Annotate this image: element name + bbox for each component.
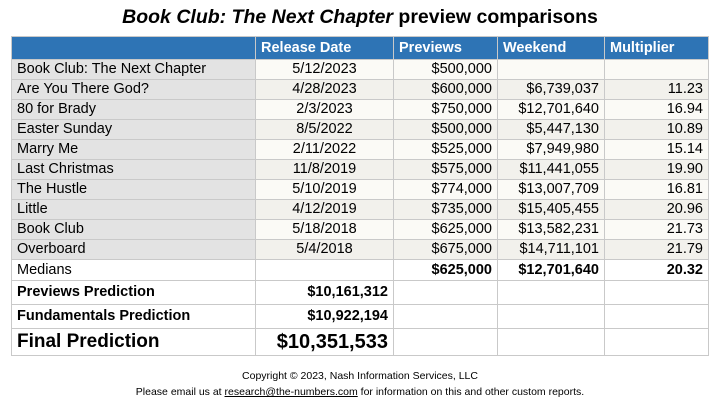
- multiplier-cell: [605, 60, 709, 80]
- col-header-release-date: Release Date: [256, 37, 394, 60]
- multiplier-cell: 16.81: [605, 180, 709, 200]
- comparison-table: [11, 36, 709, 356]
- previews-prediction-label: Previews Prediction: [12, 281, 256, 305]
- empty-cell: [605, 281, 709, 305]
- medians-label: Medians: [12, 260, 256, 281]
- col-header-previews: Previews: [394, 37, 498, 60]
- movie-title-cell: Marry Me: [12, 140, 256, 160]
- col-header-title: [12, 37, 256, 60]
- release-date-cell: 2/11/2022: [256, 140, 394, 160]
- table-row: [12, 80, 709, 100]
- weekend-cell: $13,007,709: [498, 180, 605, 200]
- empty-cell: [605, 305, 709, 329]
- previews-cell: $735,000: [394, 200, 498, 220]
- release-date-cell: 11/8/2019: [256, 160, 394, 180]
- final-prediction-value: $10,351,533: [256, 329, 394, 356]
- movie-title-cell: Last Christmas: [12, 160, 256, 180]
- previews-cell: $600,000: [394, 80, 498, 100]
- empty-cell: [605, 329, 709, 356]
- multiplier-cell: 11.23: [605, 80, 709, 100]
- release-date-cell: 5/18/2018: [256, 220, 394, 240]
- page-title: [0, 6, 720, 29]
- previews-cell: $525,000: [394, 140, 498, 160]
- movie-title-cell: Are You There God?: [12, 80, 256, 100]
- medians-row: [12, 260, 709, 281]
- previews-prediction-value: $10,161,312: [256, 281, 394, 305]
- fundamentals-prediction-label: Fundamentals Prediction: [12, 305, 256, 329]
- fundamentals-prediction-value: $10,922,194: [256, 305, 394, 329]
- multiplier-cell: 15.14: [605, 140, 709, 160]
- title-rest: preview comparisons: [393, 6, 598, 28]
- title-movie: Book Club: The Next Chapter: [122, 6, 394, 28]
- release-date-cell: 4/28/2023: [256, 80, 394, 100]
- multiplier-cell: 21.79: [605, 240, 709, 260]
- contact-prefix: Please email us at: [135, 386, 225, 398]
- copyright-text: Copyright © 2023, Nash Information Services, LLC: [242, 370, 478, 382]
- previews-cell: $625,000: [394, 220, 498, 240]
- weekend-cell: $14,711,101: [498, 240, 605, 260]
- multiplier-cell: 16.94: [605, 100, 709, 120]
- empty-cell: [498, 281, 605, 305]
- release-date-cell: 5/4/2018: [256, 240, 394, 260]
- contact-line: [0, 386, 720, 398]
- weekend-cell: $11,441,055: [498, 160, 605, 180]
- contact-suffix: for information on this and other custom reports.: [357, 386, 585, 398]
- empty-cell: [394, 305, 498, 329]
- empty-cell: [498, 329, 605, 356]
- previews-cell: $750,000: [394, 100, 498, 120]
- table-row: [12, 180, 709, 200]
- table-row: [12, 200, 709, 220]
- table-row: [12, 160, 709, 180]
- previews-cell: $575,000: [394, 160, 498, 180]
- previews-cell: $500,000: [394, 60, 498, 80]
- email-link[interactable]: research@the-numbers.com: [224, 386, 358, 398]
- table-row: [12, 100, 709, 120]
- movie-title-cell: Overboard: [12, 240, 256, 260]
- multiplier-cell: 10.89: [605, 120, 709, 140]
- weekend-cell: $7,949,980: [498, 140, 605, 160]
- weekend-cell: $5,447,130: [498, 120, 605, 140]
- table-row: [12, 140, 709, 160]
- medians-weekend: $12,701,640: [498, 260, 605, 281]
- table-row: [12, 60, 709, 80]
- release-date-cell: 2/3/2023: [256, 100, 394, 120]
- empty-cell: [498, 305, 605, 329]
- medians-multiplier: 20.32: [605, 260, 709, 281]
- multiplier-cell: 20.96: [605, 200, 709, 220]
- movie-title-cell: Little: [12, 200, 256, 220]
- fundamentals-prediction-row: [12, 305, 709, 329]
- movie-title-cell: Easter Sunday: [12, 120, 256, 140]
- movie-title-cell: Book Club: [12, 220, 256, 240]
- table-row: [12, 120, 709, 140]
- final-prediction-label: Final Prediction: [12, 329, 256, 356]
- multiplier-cell: 21.73: [605, 220, 709, 240]
- header-row: [12, 37, 709, 60]
- final-prediction-row: [12, 329, 709, 356]
- table-row: [12, 220, 709, 240]
- release-date-cell: 8/5/2022: [256, 120, 394, 140]
- empty-cell: [394, 281, 498, 305]
- previews-cell: $500,000: [394, 120, 498, 140]
- movie-title-cell: Book Club: The Next Chapter: [12, 60, 256, 80]
- medians-previews: $625,000: [394, 260, 498, 281]
- previews-cell: $774,000: [394, 180, 498, 200]
- medians-release-empty: [256, 260, 394, 281]
- movie-title-cell: 80 for Brady: [12, 100, 256, 120]
- release-date-cell: 5/12/2023: [256, 60, 394, 80]
- movie-title-cell: The Hustle: [12, 180, 256, 200]
- multiplier-cell: 19.90: [605, 160, 709, 180]
- weekend-cell: $15,405,455: [498, 200, 605, 220]
- weekend-cell: $13,582,231: [498, 220, 605, 240]
- weekend-cell: $12,701,640: [498, 100, 605, 120]
- table-row: [12, 240, 709, 260]
- weekend-cell: [498, 60, 605, 80]
- weekend-cell: $6,739,037: [498, 80, 605, 100]
- previews-cell: $675,000: [394, 240, 498, 260]
- previews-prediction-row: [12, 281, 709, 305]
- col-header-multiplier: Multiplier: [605, 37, 709, 60]
- release-date-cell: 5/10/2019: [256, 180, 394, 200]
- col-header-weekend: Weekend: [498, 37, 605, 60]
- release-date-cell: 4/12/2019: [256, 200, 394, 220]
- empty-cell: [394, 329, 498, 356]
